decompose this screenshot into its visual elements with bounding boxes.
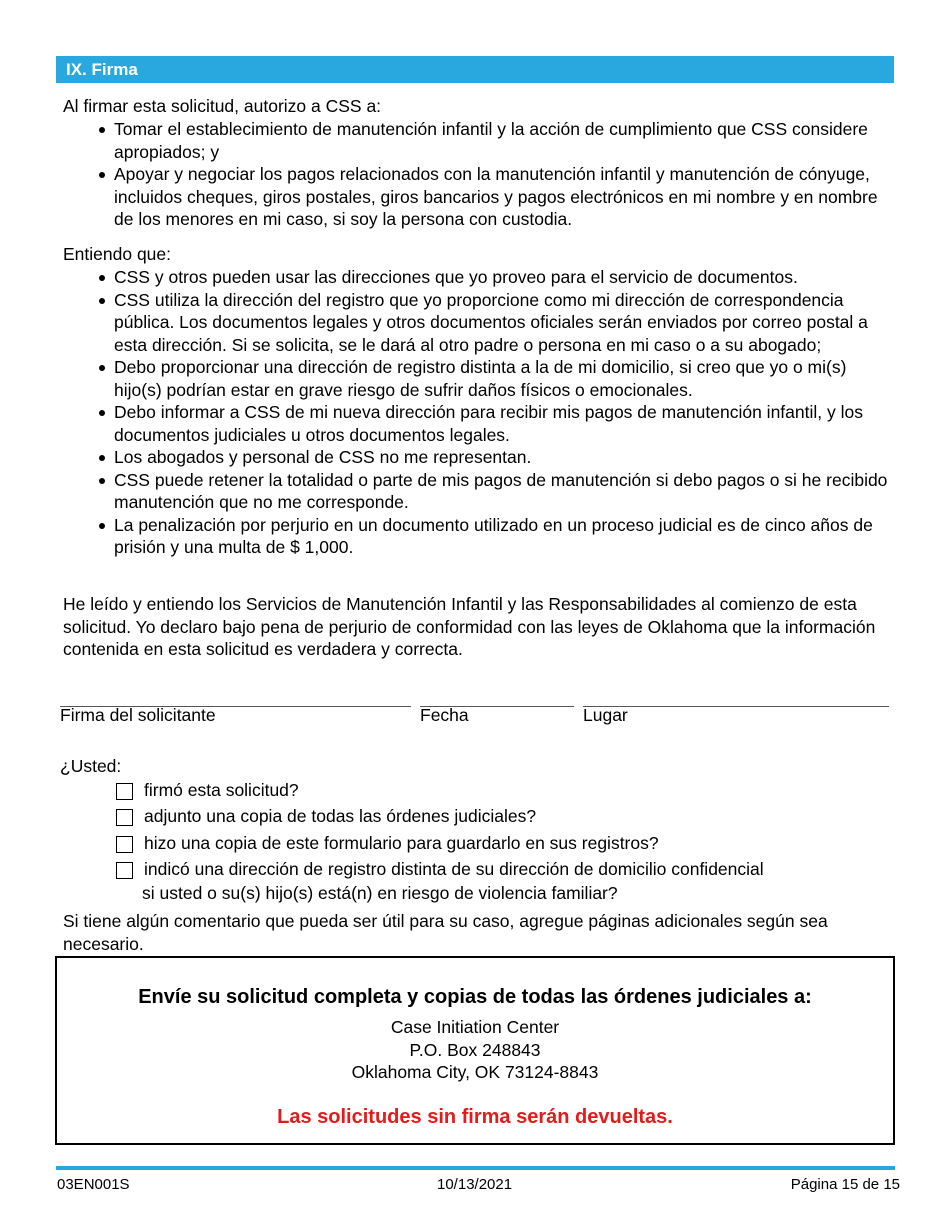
understand-list bbox=[63, 266, 895, 559]
place-line[interactable] bbox=[583, 706, 889, 707]
checklist-item-label: adjunto una copia de todas las órdenes judiciales? bbox=[144, 806, 537, 826]
checkbox[interactable] bbox=[116, 809, 133, 826]
list-item: Debo informar a CSS de mi nueva dirección para recibir mis pagos de manutención infantil, y los documentos judiciales u otros documentos legales. bbox=[114, 401, 895, 446]
list-item: CSS y otros pueden usar las direcciones que yo proveo para el servicio de documentos. bbox=[114, 266, 895, 289]
unsigned-warning: Las solicitudes sin firma serán devueltas. bbox=[277, 1106, 673, 1128]
checklist-item-copy[interactable] bbox=[116, 832, 659, 855]
list-item: Debo proporcionar una dirección de registro distinta a la de mi domicilio, si creo que yo o mi(s) hijo(s) podrían estar en grave riesgo de sufrir daños físicos o emocionales. bbox=[114, 356, 895, 401]
address-line: Case Initiation Center bbox=[390, 1017, 560, 1037]
applicant-signature-label: Firma del solicitante bbox=[60, 705, 216, 725]
footer-date: 10/13/2021 bbox=[437, 1176, 513, 1193]
mailing-title: Envíe su solicitud completa y copias de todas las órdenes judiciales a: bbox=[138, 986, 812, 1008]
checklist-item-label: firmó esta solicitud? bbox=[144, 780, 299, 800]
place-label: Lugar bbox=[583, 705, 628, 725]
date-label: Fecha bbox=[420, 705, 469, 725]
list-item: Los abogados y personal de CSS no me representan. bbox=[114, 446, 895, 469]
address-line: P.O. Box 248843 bbox=[409, 1039, 541, 1060]
declaration-text: He leído y entiendo los Servicios de Manutención Infantil y las Responsabilidades al comienzo de esta solicitud. Yo declaro bajo pena de perjurio de conformidad con las leyes de Oklahoma que la información contenida en esta solicitud es verdadera y correcta. bbox=[63, 594, 876, 659]
authorize-list bbox=[63, 118, 895, 231]
list-item: CSS puede retener la totalidad o parte de mis pagos de manutención si debo pagos o si he recibido manutención que no me corresponde. bbox=[114, 469, 895, 514]
checklist-item-continuation: si usted o su(s) hijo(s) está(n) en riesgo de violencia familiar? bbox=[142, 883, 618, 903]
checklist-item-signed[interactable] bbox=[116, 779, 299, 802]
footer-rule bbox=[56, 1166, 895, 1170]
checklist-item-confidential-address[interactable] bbox=[116, 858, 764, 881]
checklist-item-court-orders[interactable] bbox=[116, 805, 536, 828]
checkbox[interactable] bbox=[116, 862, 133, 879]
page-number: Página 15 de 15 bbox=[790, 1176, 900, 1193]
understand-intro: Entiendo que: bbox=[63, 244, 172, 264]
checklist-item-label: indicó una dirección de registro distinta de su dirección de domicilio confidencial bbox=[144, 859, 764, 879]
list-item: CSS utiliza la dirección del registro que yo proporcione como mi dirección de correspondencia pública. Los documentos legales y otros documentos oficiales serán enviados por correo postal a esta dirección. Si se solicita, se le dará al otro padre o persona en mi caso o a su abogado; bbox=[114, 289, 895, 357]
checklist-question: ¿Usted: bbox=[60, 756, 122, 776]
form-number: 03EN001S bbox=[57, 1176, 130, 1193]
mailing-address bbox=[57, 1016, 893, 1084]
section-header: IX. Firma bbox=[56, 56, 894, 83]
list-item: La penalización por perjurio en un documento utilizado en un proceso judicial es de cinco años de prisión y una multa de $ 1,000. bbox=[114, 514, 895, 559]
comments-note: Si tiene algún comentario que pueda ser útil para su caso, agregue páginas adicionales según sea necesario. bbox=[63, 911, 828, 954]
authorize-intro: Al firmar esta solicitud, autorizo a CSS a: bbox=[63, 96, 382, 116]
list-item: Apoyar y negociar los pagos relacionados con la manutención infantil y manutención de cónyuge, incluidos cheques, giros postales, giros bancarios y pagos electrónicos en mi nombre y en nombre de los menores en mi caso, si soy la persona con custodia. bbox=[114, 163, 895, 231]
list-item: Tomar el establecimiento de manutención infantil y la acción de cumplimiento que CSS considere apropiados; y bbox=[114, 118, 895, 163]
address-line: Oklahoma City, OK 73124-8843 bbox=[351, 1062, 599, 1082]
mailing-box bbox=[55, 956, 895, 1145]
checklist-item-label: hizo una copia de este formulario para guardarlo en sus registros? bbox=[144, 833, 659, 853]
checkbox[interactable] bbox=[116, 783, 133, 800]
checkbox[interactable] bbox=[116, 836, 133, 853]
